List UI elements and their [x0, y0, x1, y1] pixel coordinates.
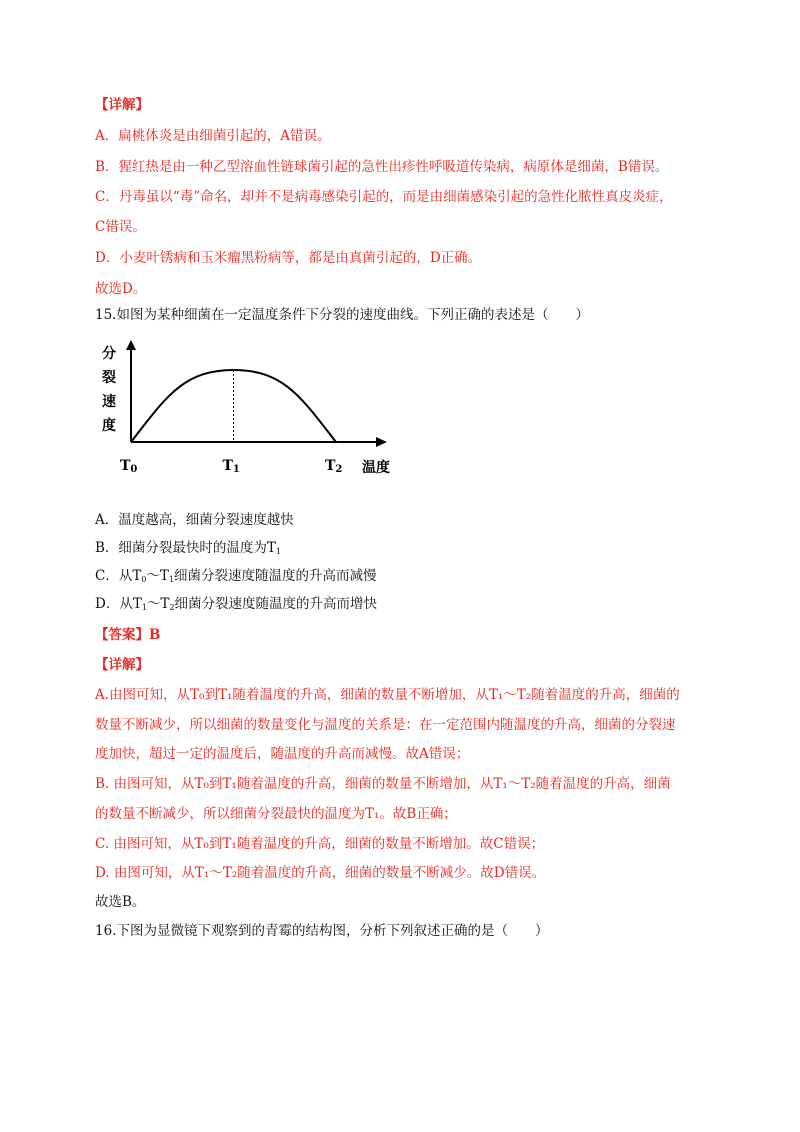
explanation-c: C. 由图可知，从T₀到T₁随着温度的升高，细菌的数量不断增加。故C错误；	[95, 836, 545, 852]
explanation-a-line2: 数量不断减少，所以细菌的数量变化与温度的关系是：在一定范围内随温度的升高，细菌的分裂速	[95, 717, 676, 733]
detail-option-c-line1: C．丹毒虽以“毒”命名，却并不是病毒感染引起的，而是由细菌感染引起的急性化脓性真皮炎症，	[95, 189, 673, 205]
explanation-b-line1: B. 由图可知，从T₀到T₁随着温度的升高，细菌的数量不断增加，从T₁～T₂随着温度的升高，细菌	[95, 776, 671, 792]
division-rate-chart	[98, 340, 408, 475]
y-label-char-1: 分	[102, 346, 116, 362]
x-tick-label-t1: T1	[222, 458, 240, 475]
y-axis-arrow	[126, 340, 136, 350]
option-a: A．温度越高，细菌分裂速度越快	[95, 512, 294, 528]
detail-option-c-line2: C错误。	[95, 219, 146, 235]
explanation-b-line2: 的数量不断减少，所以细菌分裂最快的温度为T₁。故B正确；	[95, 806, 457, 822]
detail-15-heading: 【详解】	[95, 657, 149, 673]
detail-option-a: A．扁桃体炎是由细菌引起的，A错误。	[95, 128, 331, 144]
explanation-a-line3: 度加快，超过一定的温度后，随温度的升高而减慢。故A错误；	[95, 746, 470, 762]
answer-conclusion: 故选B。	[95, 894, 146, 910]
detail-conclusion: 故选D。	[95, 281, 147, 297]
answer-label: 【答案】B	[95, 627, 161, 643]
x-axis-label: 温度	[362, 460, 390, 475]
detail-heading: 【详解】	[95, 97, 149, 113]
question-16-stem: 16.下图为显微镜下观察到的青霉的结构图，分析下列叙述正确的是（ ）	[95, 923, 549, 939]
x-axis-arrow	[376, 437, 387, 447]
y-label-char-2: 裂	[102, 370, 116, 386]
explanation-d: D. 由图可知，从T₁～T₂随着温度的升高，细菌的数量不断减少。故D错误。	[95, 865, 546, 881]
x-tick-label-t0: T0	[120, 458, 138, 475]
question-15-stem: 15.如图为某种细菌在一定温度条件下分裂的速度曲线。下列正确的表述是（ ）	[95, 307, 589, 323]
explanation-a-line1: A.由图可知，从T₀到T₁随着温度的升高，细菌的数量不断增加，从T₁～T₂随着温度的升高，细菌的	[95, 687, 680, 703]
y-label-char-4: 度	[102, 418, 116, 434]
option-c: C．从$T_0\sim T_1$细菌分裂速度随温度的升高而减慢	[95, 568, 377, 584]
detail-option-b: B．猩红热是由一种乙型溶血性链球菌引起的急性出疹性呼吸道传染病，病原体是细菌，B错误。	[95, 159, 669, 175]
y-label-char-3: 速	[102, 394, 116, 410]
option-d: D．从$T_1\sim T_2$细菌分裂速度随温度的升高而增快	[95, 596, 378, 612]
option-b: B．细菌分裂最快时的温度为$T_1$	[95, 540, 282, 556]
detail-option-d: D．小麦叶锈病和玉米瘤黑粉病等，都是由真菌引起的，D正确。	[95, 250, 482, 266]
x-tick-label-t2: T2	[325, 458, 343, 475]
